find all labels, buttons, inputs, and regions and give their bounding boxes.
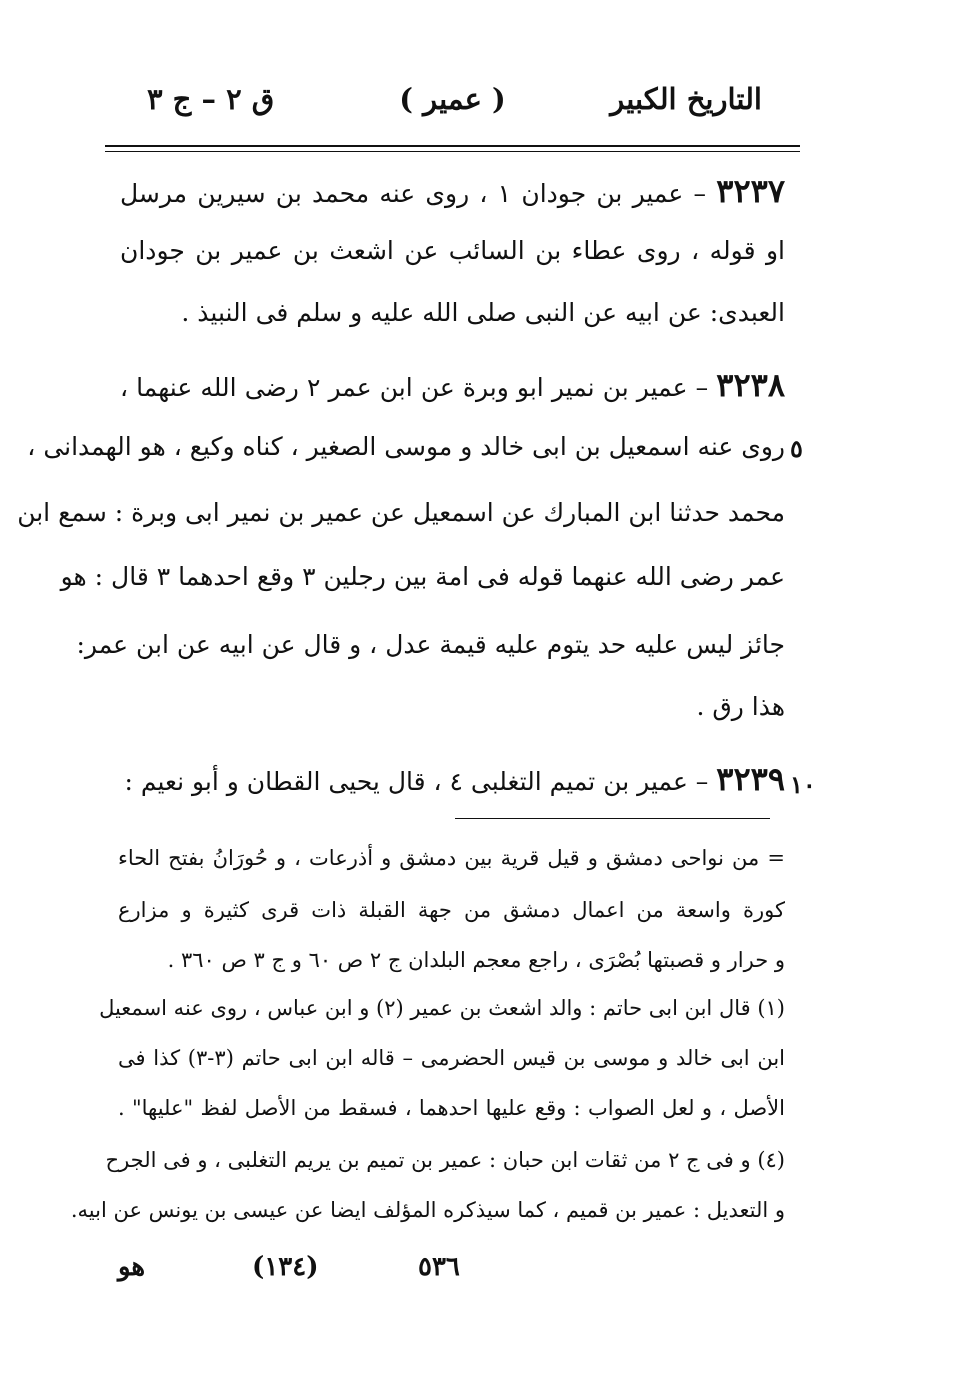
text-line: ٣٢٣٨ – عمير بن نمير ابو وبرة عن ابن عمر ٢ رضى الله عنهما ، (120, 366, 785, 404)
running-header (105, 82, 800, 132)
volume-part: ق ٢ – ج ٣ (147, 82, 275, 116)
text-line: ٣٢٣٩ – عمير بن تميم التغلبى ٤ ، قال يحيى القطان و أبو نعيم : (124, 760, 785, 798)
text-line: او قوله ، روى عطاء بن السائب عن اشعث بن عمير بن جودان (120, 236, 785, 265)
book-title: التاريخ الكبير (610, 82, 762, 116)
section-heading: ( عمير ) (399, 82, 506, 116)
header-rule-thin (105, 151, 800, 152)
page-number: ٥٣٦ (418, 1252, 460, 1282)
footnote-separator (455, 818, 770, 819)
margin-line-number: ٥ (790, 434, 803, 463)
footnote-line: (٤) و فى ج ٢ من ثقات ابن حبان : عمير بن تميم بن يريم التغلبى ، و فى الجرح (105, 1148, 785, 1172)
footnote-line: و التعديل : عمير بن قميم ، كما سيذكره المؤلف ايضا عن عيسى بن يونس عن ابيه. (70, 1198, 785, 1222)
footnote-line: كورة واسعة من اعمال دمشق من جهة القبلة ذات قرى كثيرة و مزارع (118, 898, 785, 922)
footnote-line: = من نواحى دمشق و قيل قرية بين دمشق و أذرعات ، و حُورَانُ بفتح الحاء (118, 846, 785, 870)
footnote-line: (١) قال ابن ابى حاتم : والد اشعث بن عمير (٢) و ابن عباس ، روى عنه اسمعيل (99, 996, 785, 1020)
signature-mark: هو (118, 1252, 146, 1282)
text-line: العبدى: عن ابيه عن النبى صلى الله عليه و سلم فى النبيذ . (181, 298, 785, 327)
text-line: جائز ليس عليه حد يتوم عليه قيمة عدل ، و قال عن ابيه عن ابن عمر: (76, 630, 785, 659)
text-line: عمر رضى الله عنهما قوله فى امة بين رجلين ٣ وقع احدهما ٣ قال : هو (60, 562, 785, 591)
text-line: محمد حدثنا ابن المبارك عن اسمعيل عن عمير بن نمير ابى وبرة : سمع ابن (17, 498, 785, 527)
header-rule-thick (105, 145, 800, 147)
volume-number: (١٣٤) (252, 1252, 319, 1282)
text-line: ٣٢٣٧ – عمير بن جودان ١ ، روى عنه محمد بن سيرين مرسل (120, 172, 785, 210)
footnote-line: و حرار و قصبتها بُصْرَى ، راجع معجم البلدان ج ٢ ص ٦٠ و ج ٣ ص ٣٦٠ . (167, 948, 785, 972)
entry-number: ٣٢٣٩ (716, 760, 785, 798)
entry-number: ٣٢٣٧ (716, 172, 785, 210)
text-line: هذا رق . (696, 692, 785, 721)
text-line: روى عنه اسمعيل بن ابى خالد و موسى الصغير ، كناه وكيع ، هو الهمدانى ، (27, 432, 785, 461)
margin-line-number: ١٠ (790, 770, 816, 799)
footnote-line: الأصل ، و لعل الصواب : وقع عليها احدهما ، فسقط من الأصل لفظ "عليها" . (118, 1096, 785, 1120)
entry-number: ٣٢٣٨ (716, 366, 785, 404)
footnote-line: ابن ابى خالد و موسى بن قيس الحضرمى – قاله ابن ابى حاتم (٣-٣) كذا فى (118, 1046, 785, 1070)
